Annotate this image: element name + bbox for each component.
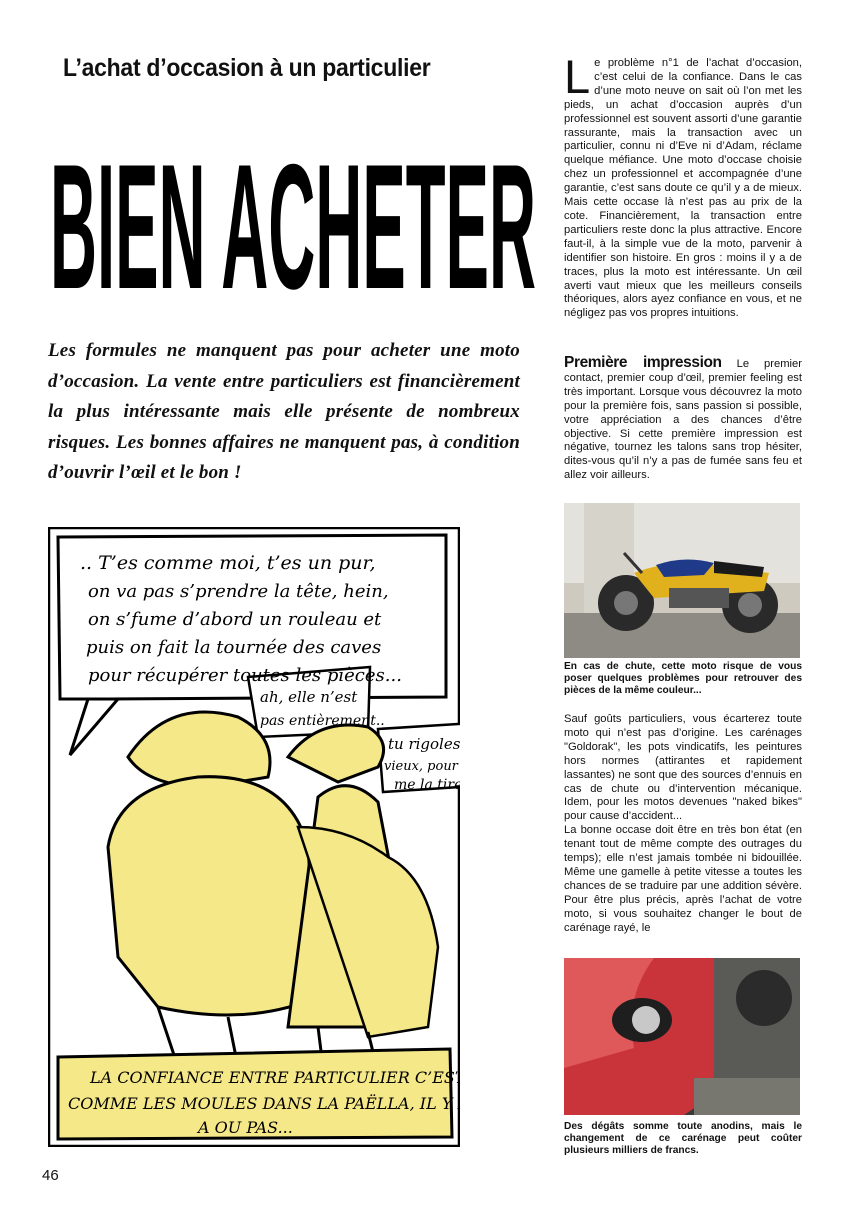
cartoon-bubble1-line3: on s’fume d’abord un rouleau et [88, 609, 382, 630]
intro-body: e problème n°1 de l’achat d’occasion, c’est celui de la confiance. Dans le cas d’une moto neuve on sait où l’on met les pieds, un achat d’occasion auprès d’un professionnel est souvent assorti d’une garantie rassurante, mais la transaction avec un particulier, connu ni d’Eve ni d’Adam, réclame quelque méfiance. Une moto d’occase choisie chez un professionnel et accompagnée d’une garantie, c’est sans doute ce qu’il y a de mieux. Mais cette occase là n’est pas au prix de la cote. Financièrement, la transaction entre particuliers reste donc la plus attractive. Encore faut-il, à la simple vue de la moto, parvenir à identifier son histoire. En gros : moins il y a de traces, plus la moto est intéressante. Un œil averti vaut mieux que les meilleurs conseils théoriques, alors ayez confiance en vous, et ne négligez pas vos propres intuitions. [564, 57, 802, 320]
body2-paragraph2: La bonne occase doit être en très bon état (en tenant tout de même compte des outrages du temps); elle n’est jamais tombée ni bidouillée. Même une gamelle à petite vitesse a toutes les chances de se traduire par une addition sévère. Pour être plus précis, après l’achat de votre moto, si vous souhaitez changer le bout de carénage rayé, le [564, 824, 802, 934]
article-kicker: L’achat d’occasion à un particulier [63, 54, 431, 82]
cartoon-caption-line3: A OU PAS... [198, 1118, 293, 1137]
dropcap: L [564, 50, 591, 103]
headline-text: BIEN ACHETER [50, 126, 536, 302]
cartoon-bubble1-line4: puis on fait la tournée des caves [86, 637, 382, 658]
body-column-continued [564, 713, 802, 936]
cartoon-bubble1-line1: .. T’es comme moi, t’es un pur, [80, 552, 376, 574]
article-headline [48, 106, 538, 302]
page-number: 46 [42, 1167, 59, 1184]
article-lead: Les formules ne manquent pas pour acheter une moto d’occasion. La vente entre particuliers est financièrement la plus intéressante mais elle présente de nombreux risques. Les bonnes affaires ne manquent pas, à condition d’ouvrir l’œil et le bon ! [48, 340, 520, 483]
cartoon-bubble1-line2: on va pas s’prendre la tête, hein, [88, 581, 389, 602]
fairing-damage-photo [564, 958, 800, 1115]
photo1-caption: En cas de chute, cette moto risque de vous poser quelques problèmes pour retrouver des pièces de la même couleur... [564, 661, 802, 697]
section1-title: Première impression [564, 354, 722, 371]
section-premiere-impression [564, 356, 802, 483]
photo2-caption: Des dégâts somme toute anodins, mais le changement de ce carénage peut coûter plusieurs milliers de francs. [564, 1121, 802, 1157]
cartoon-bubble2-line1: ah, elle n’est [260, 688, 358, 706]
intro-column [564, 50, 802, 321]
cartoon-bubble3-line1: tu rigoles, [388, 735, 460, 753]
cartoon-illustration [48, 527, 460, 1147]
cartoon-bubble3-line3: me la tir [394, 777, 455, 793]
cartoon-caption-line2: COMME LES MOULES DANS LA PAËLLA, IL Y EN [68, 1094, 460, 1113]
cartoon-bubble1-line5: pour récupérer toutes les pièces... [88, 665, 402, 686]
motorcycle-photo [564, 503, 800, 658]
section1-body: Le premier contact, premier coup d’œil, premier feeling est très important. Lorsque vous découvrez la moto pour la première fois, sans passion si possible, votre appréciation a des chances d’être objective. Si cette première impression est négative, tournez les talons sans trop hésiter, dites-vous qu’il n’y a pas de fumée sans feu et allez voir ailleurs. [564, 358, 802, 482]
cartoon-bubble3-line2: vieux, pour [384, 759, 458, 774]
cartoon-bubble2-line2: pas entièrement.. [260, 713, 385, 729]
body2-paragraph1: Sauf goûts particuliers, vous écarterez toute moto qui n’est pas d’origine. Les carénages "Goldorak", les pots vindicatifs, les peintures hors normes (attirantes et rapidement lassantes) ne sont que des sources d’ennuis en cas de chute ou d’intervention mécanique. Idem, pour les motos devenues "naked bikes" pour cause d’accident... [564, 713, 802, 823]
cartoon-caption-line1: LA CONFIANCE ENTRE PARTICULIER C’EST [90, 1068, 460, 1087]
